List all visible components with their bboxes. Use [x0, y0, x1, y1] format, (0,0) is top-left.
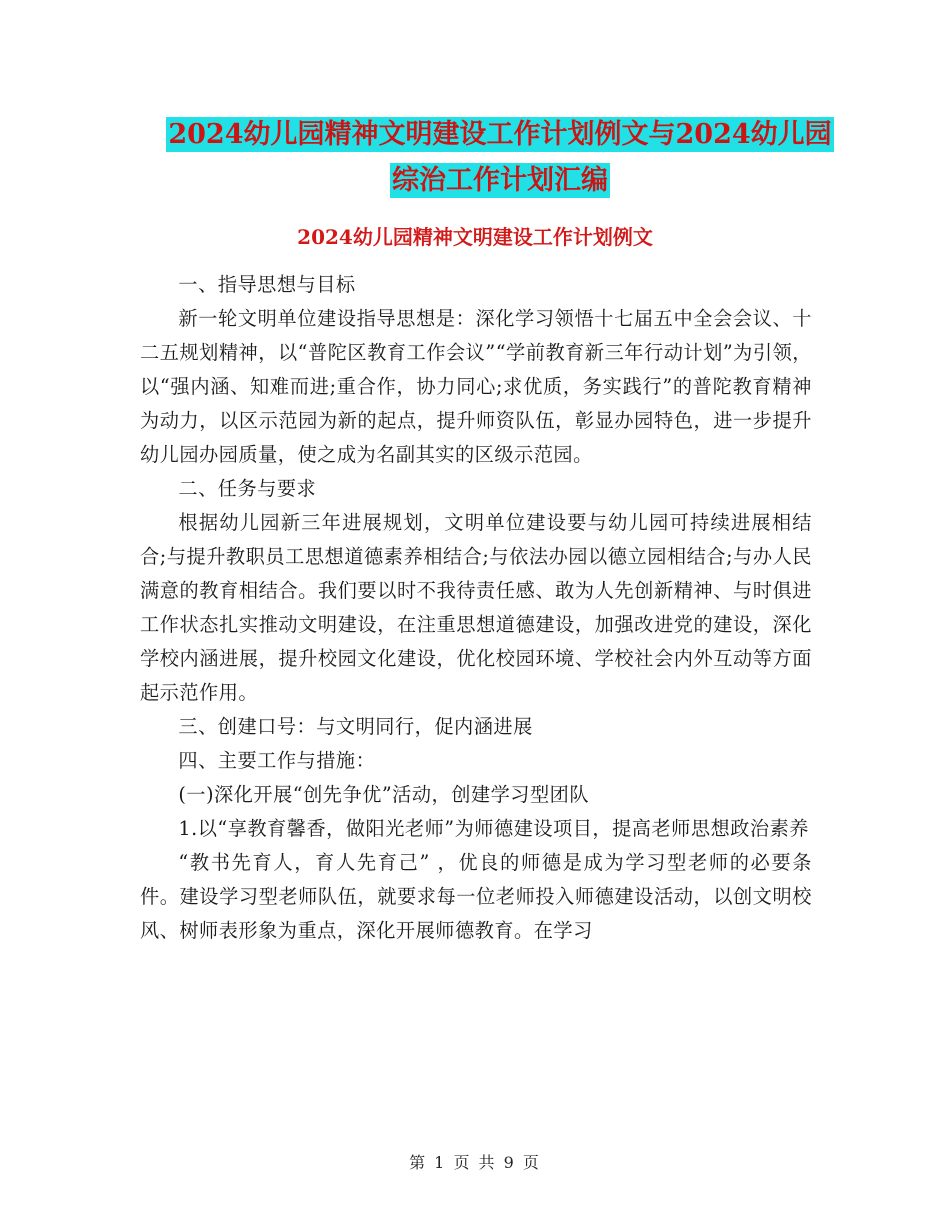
item-teacher-ethics: 1.以“享教育馨香，做阳光老师”为师德建设项目，提高老师思想政治素养 [178, 817, 809, 840]
section-title: 2024幼儿园精神文明建设工作计划例文 [297, 225, 653, 249]
document-body [140, 268, 812, 948]
heading-slogan: 三、创建口号：与文明同行，促内涵进展 [178, 715, 533, 738]
title-line-2: 综治工作计划汇编 [392, 165, 608, 196]
paragraph-tasks: 根据幼儿园新三年进展规划，文明单位建设要与幼儿园可持续进展相结合;与提升教职员工思想道德素养相结合;与依法办园以德立园相结合;与办人民满意的教育相结合。我们要以时不我待责任感、敢为人先创新精神、与时俱进工作状态扎实推动文明建设，在注重思想道德建设，加强改进党的建设，深化学校内涵进展，提升校园文化建设，优化校园环境、学校社会内外互动等方面起示范作用。 [140, 511, 812, 704]
heading-main-work: 四、主要工作与措施： [178, 749, 376, 772]
heading-tasks: 二、任务与要求 [178, 477, 317, 500]
document-title [140, 112, 860, 204]
paragraph-guiding-ideology: 新一轮文明单位建设指导思想是：深化学习领悟十七届五中全会会议、十二五规划精神，以“普陀区教育工作会议”“学前教育新三年行动计划”为引领，以“强内涵、知难而进;重合作，协力同心;求优质，务实践行”的普陀教育精神为动力，以区示范园为新的起点，提升师资队伍，彰显办园特色，进一步提升幼儿园办园质量，使之成为名副其实的区级示范园。 [140, 307, 812, 466]
page-footer: 第 1 页 共 9 页 [409, 1153, 541, 1172]
title-line-1: 2024幼儿园精神文明建设工作计划例文与2024幼儿园 [168, 119, 832, 150]
subheading-activity: (一)深化开展“创先争优”活动，创建学习型团队 [178, 783, 590, 806]
heading-guiding-ideology: 一、指导思想与目标 [178, 273, 356, 296]
paragraph-teacher-ethics: “教书先育人，育人先育己” ，优良的师德是成为学习型老师的必要条件。建设学习型老师队伍，就要求每一位老师投入师德建设活动，以创文明校风、树师表形象为重点，深化开展师德教育。在学习 [140, 851, 812, 942]
